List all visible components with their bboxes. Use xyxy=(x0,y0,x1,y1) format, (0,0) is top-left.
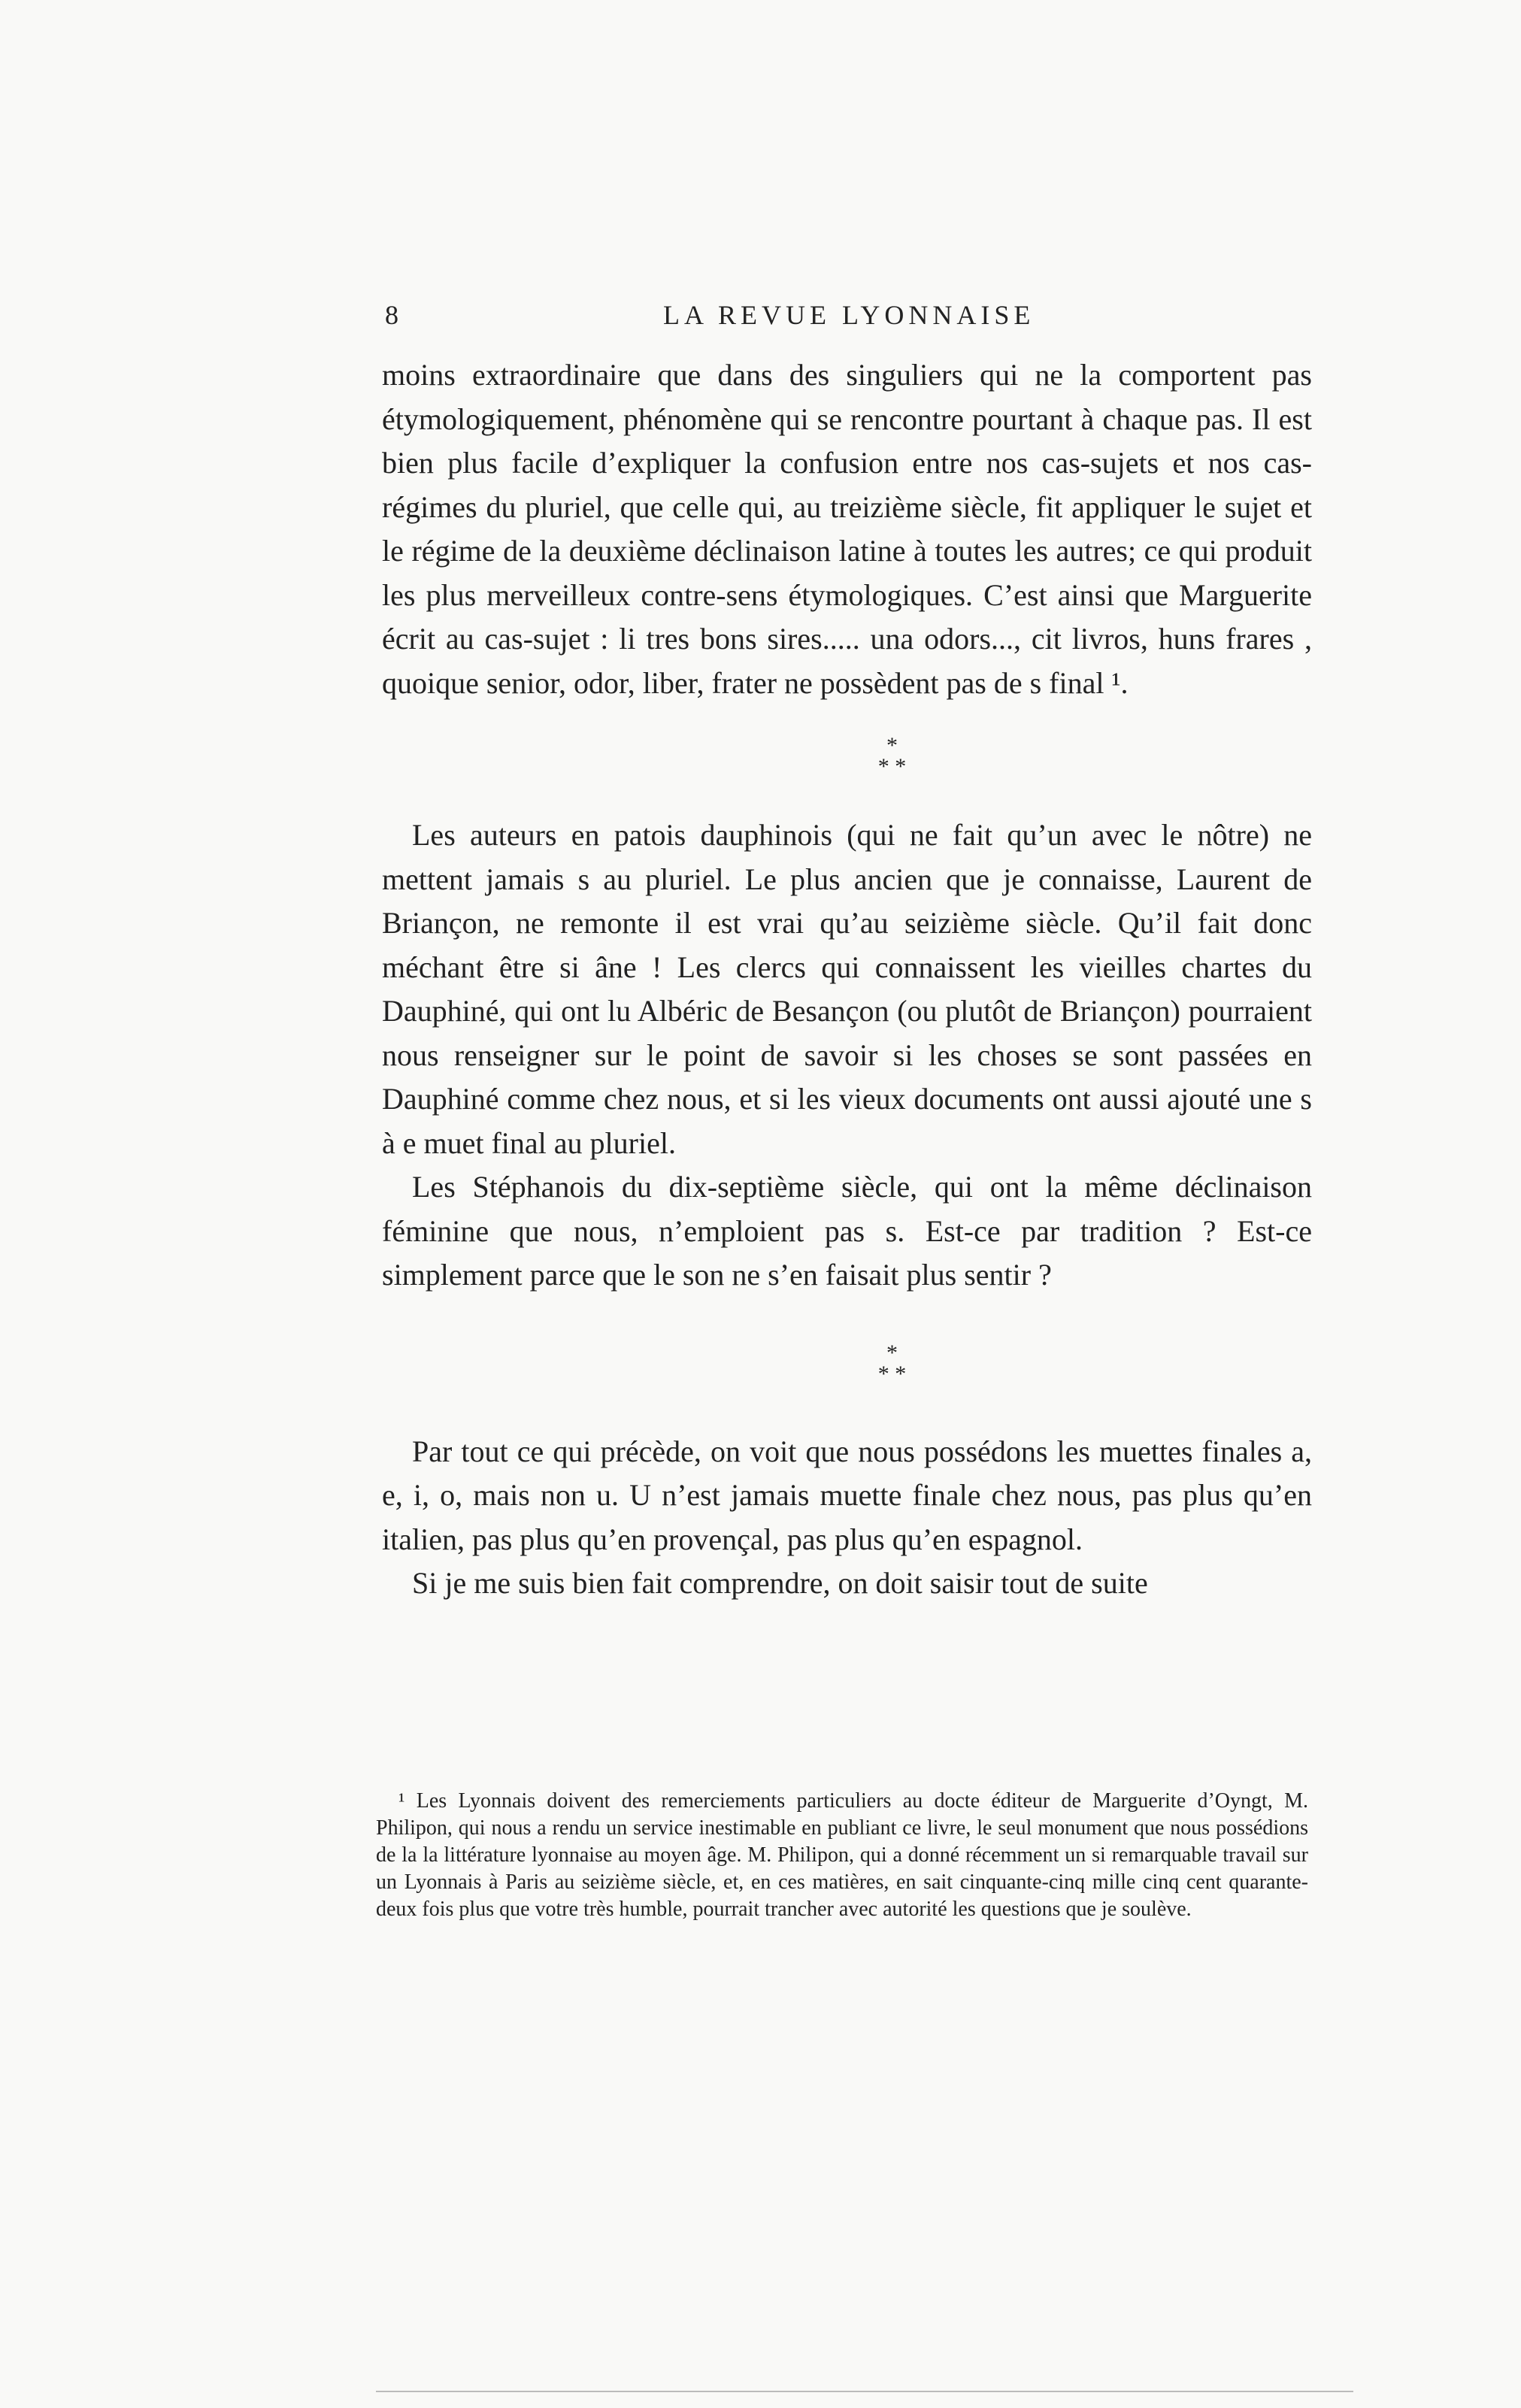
separator-star-bottom: * * xyxy=(877,1361,907,1386)
section-separator-1 xyxy=(382,735,1312,777)
paragraph-4: Par tout ce qui précède, on voit que nous possédons les muettes finales a, e, i, o, mais non u. U n’est jamais muette finale chez nous, pas plus qu’en italien, pas plus qu’en provençal, pas plus qu’en espagnol. xyxy=(382,1434,1312,1556)
separator-star-top: * xyxy=(886,733,898,758)
paragraph-5: Si je me suis bien fait comprendre, on doit saisir tout de suite xyxy=(412,1566,1148,1600)
page-number: 8 xyxy=(385,300,399,330)
paragraph-3: Les Stéphanois du dix-septième siècle, qui ont la même déclinaison féminine que nous, n’emploient pas s. Est-ce par tradition ? Est-ce simplement parce que le son ne s’en faisait plus sentir ? xyxy=(382,1170,1312,1292)
body-text xyxy=(382,353,1312,1606)
separator-star-bottom: * * xyxy=(877,754,907,779)
footnote: ¹ Les Lyonnais doivent des remerciements particuliers au docte éditeur de Marguerite d’Oyngt, M. Philipon, qui nous a rendu un service inestimable en publiant ce livre, le seul monument que nous possédions de la la littérature lyonnaise au moyen âge. M. Philipon, qui a donné récemment un si remarquable travail sur un Lyonnais à Paris au seizième siècle, et, en ces matières, en sait cinquante-cinq mille cinq cent quarante-deux fois plus que votre très humble, pourrait trancher avec autorité les questions que je soulève. xyxy=(376,1789,1308,1921)
page-bottom-edge xyxy=(376,2391,1353,2392)
separator-star-top: * xyxy=(886,1340,898,1365)
page-header xyxy=(385,299,1310,352)
paragraph-2: Les auteurs en patois dauphinois (qui ne fait qu’un avec le nôtre) ne mettent jamais s au pluriel. Le plus ancien que je connaisse, Laurent de Briançon, ne remonte il est vrai qu’au seizième siècle. Qu’il fait donc méchant être si âne ! Les clercs qui connaissent les vieilles chartes du Dauphiné, qui ont lu Albéric de Besançon (ou plutôt de Briançon) pourraient nous renseigner sur le point de savoir si les choses se sont passées en Dauphiné comme chez nous, et si les vieux documents ont aussi ajouté une s à e muet final au pluriel. xyxy=(382,818,1312,1160)
section-separator-2 xyxy=(382,1340,1312,1386)
paragraph-1: moins extraordinaire que dans des singuliers qui ne la comportent pas étymologiquement, phénomène qui se rencontre pourtant à chaque pas. Il est bien plus facile d’expliquer la confusion entre nos cas-sujets et nos cas-régimes du pluriel, que celle qui, au treizième siècle, fit appliquer le sujet et le régime de la deuxième déclinaison latine à toutes les autres; ce qui produit les plus merveilleux contre-sens étymologiques. C’est ainsi que Marguerite écrit au cas-sujet : li tres bons sires..... una odors..., cit livros, huns frares , quoique senior, odor, liber, frater ne possèdent pas de s final ¹. xyxy=(382,358,1312,700)
running-title: LA REVUE LYONNAISE xyxy=(663,300,1035,330)
